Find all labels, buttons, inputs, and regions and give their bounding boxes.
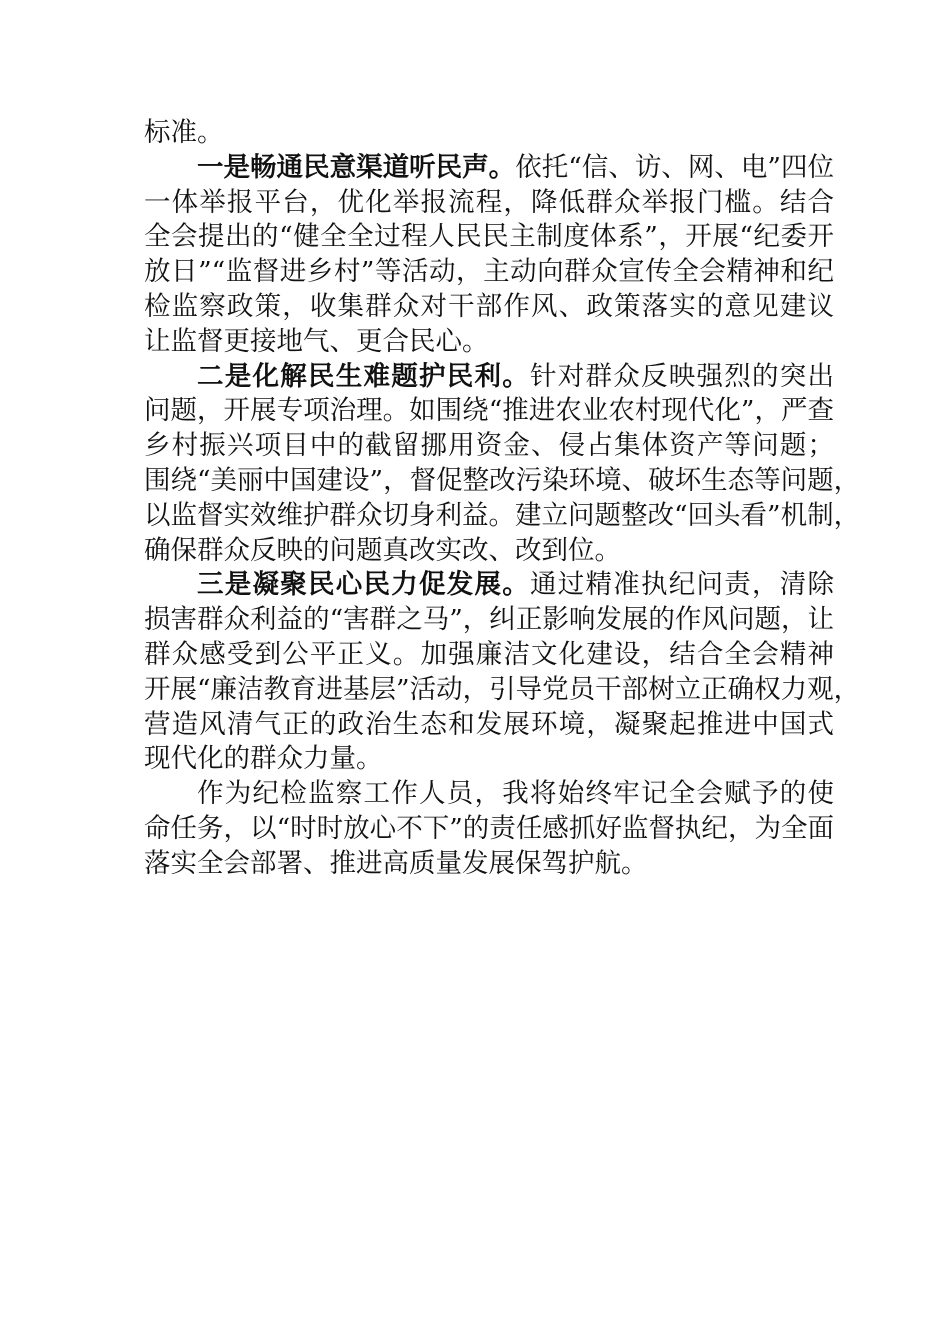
- line-text: 以监督实效维护群众切身利益。建立问题整改“回头看”机制，: [144, 499, 861, 531]
- line-text: 针对群众反映强烈的突出: [530, 360, 834, 392]
- paragraph-lead-heading: 二是化解民生难题护民利。: [197, 360, 530, 392]
- text-line: [144, 220, 834, 255]
- text-line: [144, 568, 834, 603]
- line-text: 检监察政策，收集群众对干部作风、政策落实的意见建议: [144, 290, 834, 322]
- line-text: 落实全会部署、推进高质量发展保驾护航。: [144, 847, 648, 879]
- line-text: 命任务，以“时时放心不下”的责任感抓好监督执纪，为全面: [144, 812, 834, 844]
- line-text: 开展“廉洁教育进基层”活动，引导党员干部树立正确权力观，: [144, 673, 861, 705]
- line-text: 围绕“美丽中国建设”，督促整改污染环境、破坏生态等问题，: [144, 464, 861, 496]
- line-text: 一体举报平台，优化举报流程，降低群众举报门槛。结合: [144, 186, 834, 218]
- text-line: [144, 534, 834, 569]
- text-line: [144, 812, 834, 847]
- paragraph-development: [144, 568, 861, 777]
- line-text: 确保群众反映的问题真改实改、改到位。: [144, 534, 621, 566]
- line-text: 让监督更接地气、更合民心。: [144, 325, 489, 357]
- text-line: [144, 638, 834, 673]
- line-text: 群众感受到公平正义。加强廉洁文化建设，结合全会精神: [144, 638, 834, 670]
- paragraph-livelihood: [144, 360, 861, 569]
- text-line: [144, 742, 834, 777]
- paragraph-lead-heading: 一是畅通民意渠道听民声。: [197, 151, 516, 183]
- document-body: [144, 116, 861, 882]
- line-text: 依托“信、访、网、电”四位: [515, 151, 834, 183]
- text-line: [144, 255, 834, 290]
- line-text: 放日”“监督进乡村”等活动，主动向群众宣传全会精神和纪: [144, 256, 834, 288]
- line-text: 现代化的群众力量。: [144, 743, 383, 775]
- line-text: 作为纪检监察工作人员，我将始终牢记全会赋予的使: [197, 778, 834, 810]
- text-line: [144, 603, 834, 638]
- line-text: 全会提出的“健全全过程人民民主制度体系”，开展“纪委开: [144, 221, 834, 253]
- paragraph-closing: [144, 777, 834, 881]
- text-line: [144, 325, 834, 360]
- line-text: 损害群众利益的“害群之马”，纠正影响发展的作风问题，让: [144, 604, 834, 636]
- text-line: [144, 290, 834, 325]
- text-line: [144, 777, 834, 812]
- paragraph-smooth-channels: [144, 151, 834, 360]
- text-line: [144, 394, 834, 429]
- text-line: [144, 708, 834, 743]
- line-text: 标准。: [144, 117, 224, 148]
- text-line: [144, 429, 834, 464]
- text-line: [144, 847, 834, 882]
- line-text: 通过精准执纪问责，清除: [530, 569, 834, 601]
- text-line: [144, 151, 834, 186]
- paragraph-continuation: [144, 116, 834, 151]
- text-line: [144, 186, 834, 221]
- text-line: [144, 464, 861, 499]
- line-text: 乡村振兴项目中的截留挪用资金、侵占集体资产等问题；: [144, 430, 834, 462]
- text-line: [144, 360, 834, 395]
- text-line: [144, 499, 861, 534]
- text-line: [144, 673, 861, 708]
- line-text: 营造风清气正的政治生态和发展环境，凝聚起推进中国式: [144, 708, 834, 740]
- line-text: 问题，开展专项治理。如围绕“推进农业农村现代化”，严查: [144, 395, 834, 427]
- text-line: [144, 116, 834, 151]
- paragraph-lead-heading: 三是凝聚民心民力促发展。: [197, 569, 530, 601]
